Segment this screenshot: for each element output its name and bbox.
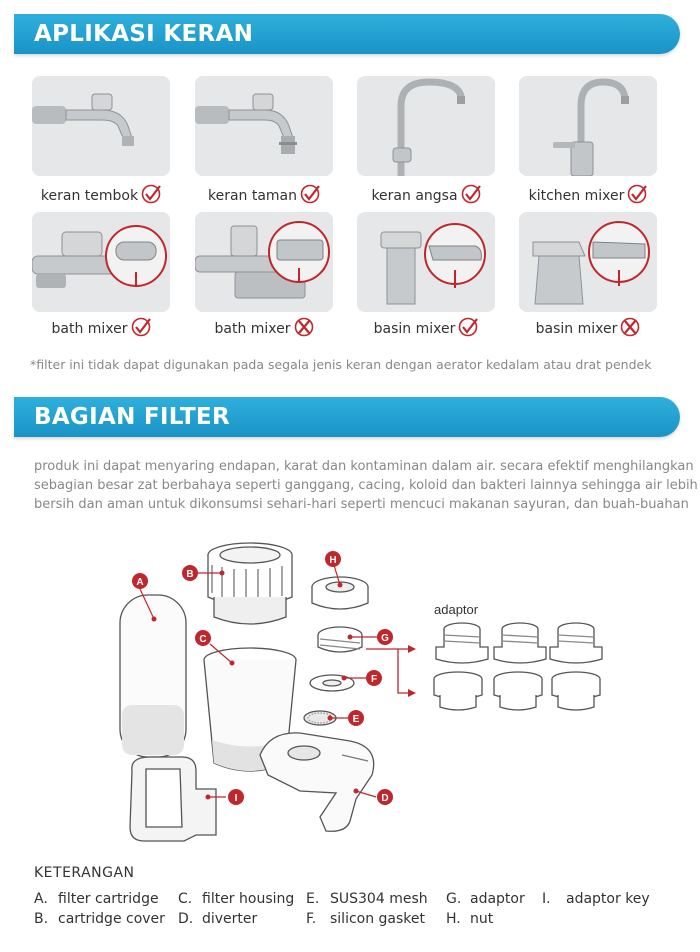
faucet-label-4: [503, 184, 673, 208]
faucet-label-text: bath mixer: [51, 321, 128, 337]
part-nut: [312, 577, 368, 609]
legend-key: A.: [34, 891, 48, 907]
faucet-label-text: keran angsa: [371, 188, 458, 204]
cross-icon: [294, 317, 314, 341]
legend-text: nut: [470, 911, 494, 927]
marker-c-text: C: [199, 634, 207, 645]
legend-item: [306, 911, 425, 927]
filter-parts-diagram: [0, 535, 700, 855]
check-icon: [141, 184, 161, 208]
marker-a-text: A: [136, 577, 144, 588]
legend-title: KETERANGAN: [34, 865, 135, 881]
check-icon: [458, 317, 478, 341]
faucet-label-3: [341, 184, 511, 208]
faucet-photo-keran-taman: [195, 76, 333, 176]
legend-text: silicon gasket: [330, 911, 426, 927]
description-line: sebagian besar zat berbahaya seperti ganggang, cacing, koloid dan bakteri lainnya sehingga air lebih: [34, 478, 698, 493]
legend-key: I.: [542, 891, 551, 907]
description-line: bersih dan aman untuk dikonsumsi sehari-hari seperti mencuci makanan sayuran, dan buah-buahan: [34, 497, 689, 512]
faucet-label-8: [503, 317, 673, 341]
faucet-label-6: [179, 317, 349, 341]
legend-text: SUS304 mesh: [330, 891, 428, 907]
description-paragraph: [34, 457, 698, 514]
legend-text: adaptor: [470, 891, 525, 907]
adaptor-label: adaptor: [434, 602, 479, 617]
compatibility-note: *filter ini tidak dapat digunakan pada segala jenis keran dengan aerator kedalam atau drat pendek: [30, 357, 652, 372]
marker-b-text: B: [186, 569, 194, 580]
faucet-label-text: bath mixer: [214, 321, 291, 337]
arrow-head: [408, 689, 416, 697]
legend-key: D.: [178, 911, 194, 927]
faucet-label-1: [16, 184, 186, 208]
legend-item: [34, 891, 159, 907]
legend-text: filter housing: [202, 891, 295, 907]
legend-item: [446, 911, 493, 927]
description-line: produk ini dapat menyaring endapan, karat dan kontaminan dalam air. secara efektif menghilangkan: [34, 459, 694, 474]
legend-text: filter cartridge: [58, 891, 159, 907]
legend-key: F.: [306, 911, 317, 927]
section-title: BAGIAN FILTER: [34, 404, 230, 430]
part-diverter: [260, 733, 374, 831]
legend-item: [178, 891, 294, 907]
part-adaptor: [318, 627, 362, 652]
legend-key: E.: [306, 891, 320, 907]
faucet-label-2: [179, 184, 349, 208]
marker-i-text: I: [234, 793, 238, 804]
faucet-photo-bath-mixer-ok: [32, 212, 170, 312]
bagian-filter-banner: [14, 397, 680, 437]
legend-text: diverter: [202, 911, 258, 927]
legend-item: [34, 911, 165, 927]
faucet-photo-basin-mixer-ok: [357, 212, 495, 312]
legend-item: [178, 911, 257, 927]
faucet-photo-kitchen-mixer: [519, 76, 657, 176]
marker-f-text: F: [370, 674, 378, 685]
legend-item: [446, 891, 525, 907]
part-adaptor-key: [130, 757, 216, 841]
check-icon: [131, 317, 151, 341]
legend-key: H.: [446, 911, 461, 927]
faucet-label-text: kitchen mixer: [528, 188, 625, 204]
faucet-label-5: [16, 317, 186, 341]
faucet-label-text: keran tembok: [40, 188, 139, 204]
check-icon: [461, 184, 481, 208]
cross-icon: [620, 317, 640, 341]
legend-text: adaptor key: [566, 891, 650, 907]
faucet-label-text: basin mixer: [373, 321, 456, 337]
legend-key: C.: [178, 891, 193, 907]
check-icon: [300, 184, 320, 208]
faucet-photo-basin-mixer-not-ok: [519, 212, 657, 312]
faucet-label-text: keran taman: [207, 188, 298, 204]
marker-e-text: E: [352, 714, 360, 725]
faucet-label-text: basin mixer: [535, 321, 618, 337]
legend-key: B.: [34, 911, 49, 927]
faucet-photo-keran-angsa: [357, 76, 495, 176]
aplikasi-keran-banner: [14, 14, 680, 54]
section-title: APLIKASI KERAN: [34, 21, 254, 47]
part-cartridge-cover: [208, 543, 292, 624]
legend-item: [306, 891, 428, 907]
faucet-label-7: [341, 317, 511, 341]
marker-h-text: H: [329, 555, 337, 566]
faucet-photo-keran-tembok: [32, 76, 170, 176]
adaptor-set: [434, 623, 602, 710]
legend-item: [542, 891, 650, 907]
check-icon: [627, 184, 647, 208]
faucet-photo-bath-mixer-not-ok: [195, 212, 333, 312]
marker-d-text: D: [381, 793, 389, 804]
legend-key: G.: [446, 891, 462, 907]
arrow-head: [408, 645, 416, 653]
legend-text: cartridge cover: [58, 911, 165, 927]
marker-g-text: G: [381, 633, 389, 644]
